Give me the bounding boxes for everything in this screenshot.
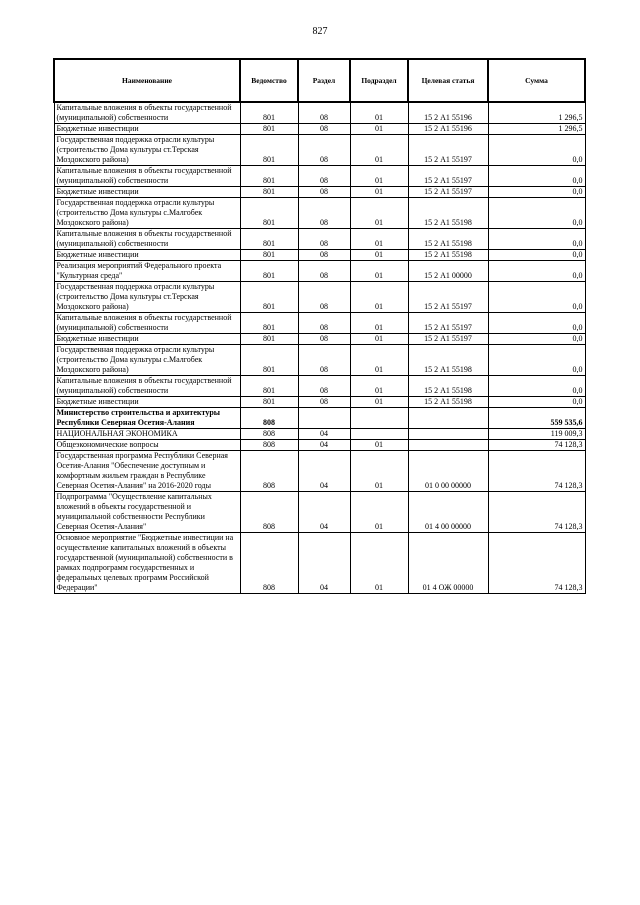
row-vedomstvo: 801: [240, 198, 298, 229]
row-vedomstvo: 808: [240, 408, 298, 429]
row-vedomstvo: 808: [240, 451, 298, 492]
row-podrazdel: [350, 408, 408, 429]
row-podrazdel: 01: [350, 440, 408, 451]
table-row: [54, 429, 585, 440]
row-name: Государственная поддержка отрасли культуры (строительство Дома культуры с.Малгобек Моздокского района): [54, 345, 240, 376]
row-name: Бюджетные инвестиции: [54, 250, 240, 261]
row-vedomstvo: 801: [240, 397, 298, 408]
row-razdel: 08: [298, 345, 350, 376]
row-celevaya: 15 2 А1 55197: [408, 135, 488, 166]
row-celevaya: 15 2 А1 55197: [408, 334, 488, 345]
table-row: [54, 397, 585, 408]
row-name: Подпрограмма "Осуществление капитальных вложений в объекты государственной и муниципальной собственности Республики Северная Осетия-Алания": [54, 492, 240, 533]
row-razdel: 04: [298, 429, 350, 440]
row-celevaya: 15 2 А1 55198: [408, 397, 488, 408]
row-name: Министерство строительства и архитектуры Республики Северная Осетия-Алания: [54, 408, 240, 429]
row-celevaya: [408, 408, 488, 429]
row-name: Капитальные вложения в объекты государственной (муниципальной) собственности: [54, 229, 240, 250]
table-row: [54, 166, 585, 187]
table-row: [54, 376, 585, 397]
row-podrazdel: 01: [350, 313, 408, 334]
row-razdel: 08: [298, 334, 350, 345]
row-vedomstvo: 801: [240, 102, 298, 124]
row-razdel: 08: [298, 102, 350, 124]
row-razdel: 08: [298, 282, 350, 313]
table-row: [54, 250, 585, 261]
row-podrazdel: 01: [350, 334, 408, 345]
row-name: Капитальные вложения в объекты государственной (муниципальной) собственности: [54, 166, 240, 187]
row-summa: 119 009,3: [488, 429, 585, 440]
row-podrazdel: 01: [350, 345, 408, 376]
header-razdel: Раздел: [298, 59, 350, 102]
table-row: [54, 440, 585, 451]
row-name: Капитальные вложения в объекты государственной (муниципальной) собственности: [54, 376, 240, 397]
row-vedomstvo: 801: [240, 250, 298, 261]
row-name: Государственная поддержка отрасли культуры (строительство Дома культуры с.Малгобек Моздокского района): [54, 198, 240, 229]
table-row: [54, 451, 585, 492]
row-summa: 559 535,6: [488, 408, 585, 429]
row-vedomstvo: 801: [240, 135, 298, 166]
table-header: [54, 59, 585, 102]
row-razdel: 08: [298, 198, 350, 229]
row-razdel: 08: [298, 313, 350, 334]
table-row: [54, 229, 585, 250]
row-summa: 0,0: [488, 345, 585, 376]
header-celevaya: Целевая статья: [408, 59, 488, 102]
row-vedomstvo: 801: [240, 124, 298, 135]
table-row: [54, 102, 585, 124]
row-celevaya: 15 2 А1 55197: [408, 282, 488, 313]
table-row: [54, 124, 585, 135]
row-vedomstvo: 801: [240, 166, 298, 187]
row-celevaya: [408, 429, 488, 440]
budget-table: [53, 58, 586, 594]
row-name: Бюджетные инвестиции: [54, 397, 240, 408]
table-row: [54, 533, 585, 594]
table-row: [54, 187, 585, 198]
row-summa: 0,0: [488, 376, 585, 397]
row-vedomstvo: 801: [240, 282, 298, 313]
row-name: Реализация мероприятий Федерального проекта "Культурная среда": [54, 261, 240, 282]
row-vedomstvo: 801: [240, 187, 298, 198]
row-celevaya: 15 2 А1 55196: [408, 124, 488, 135]
row-celevaya: 15 2 А1 55197: [408, 313, 488, 334]
row-podrazdel: [350, 429, 408, 440]
table-row: [54, 492, 585, 533]
row-summa: 0,0: [488, 187, 585, 198]
row-celevaya: 15 2 А1 55197: [408, 187, 488, 198]
row-razdel: [298, 408, 350, 429]
row-summa: 1 296,5: [488, 124, 585, 135]
header-summa: Сумма: [488, 59, 585, 102]
row-celevaya: 01 0 00 00000: [408, 451, 488, 492]
row-summa: 74 128,3: [488, 451, 585, 492]
row-vedomstvo: 801: [240, 229, 298, 250]
row-name: Государственная программа Республики Северная Осетия-Алания "Обеспечение доступным и комфортным жильем граждан в Республике Северная Осетия-Алания" на 2016-2020 годы: [54, 451, 240, 492]
page-number: 827: [312, 26, 328, 37]
table-row: [54, 334, 585, 345]
row-celevaya: 15 2 А1 55198: [408, 376, 488, 397]
row-podrazdel: 01: [350, 229, 408, 250]
row-razdel: 08: [298, 376, 350, 397]
table-row: [54, 408, 585, 429]
row-name: Бюджетные инвестиции: [54, 187, 240, 198]
row-razdel: 08: [298, 187, 350, 198]
row-celevaya: 15 2 А1 55198: [408, 229, 488, 250]
header-row: [54, 59, 585, 102]
row-vedomstvo: 801: [240, 345, 298, 376]
row-celevaya: 15 2 А1 00000: [408, 261, 488, 282]
row-celevaya: [408, 440, 488, 451]
table-row: [54, 198, 585, 229]
table-body: [54, 102, 585, 594]
row-summa: 0,0: [488, 334, 585, 345]
row-summa: 1 296,5: [488, 102, 585, 124]
row-vedomstvo: 808: [240, 492, 298, 533]
row-razdel: 08: [298, 250, 350, 261]
row-summa: 74 128,3: [488, 440, 585, 451]
row-celevaya: 01 4 00 00000: [408, 492, 488, 533]
row-celevaya: 15 2 А1 55198: [408, 345, 488, 376]
row-podrazdel: 01: [350, 198, 408, 229]
row-summa: 0,0: [488, 282, 585, 313]
row-summa: 0,0: [488, 135, 585, 166]
row-vedomstvo: 801: [240, 376, 298, 397]
row-razdel: 08: [298, 124, 350, 135]
table-row: [54, 135, 585, 166]
row-podrazdel: 01: [350, 250, 408, 261]
row-name: Общеэкономические вопросы: [54, 440, 240, 451]
row-vedomstvo: 801: [240, 313, 298, 334]
table-row: [54, 313, 585, 334]
row-vedomstvo: 808: [240, 429, 298, 440]
row-vedomstvo: 801: [240, 334, 298, 345]
row-podrazdel: 01: [350, 397, 408, 408]
row-name: Государственная поддержка отрасли культуры (строительство Дома культуры ст.Терская Моздокского района): [54, 135, 240, 166]
row-celevaya: 15 2 А1 55198: [408, 250, 488, 261]
row-podrazdel: 01: [350, 376, 408, 397]
table-row: [54, 345, 585, 376]
row-name: Капитальные вложения в объекты государственной (муниципальной) собственности: [54, 102, 240, 124]
row-name: Капитальные вложения в объекты государственной (муниципальной) собственности: [54, 313, 240, 334]
row-podrazdel: 01: [350, 102, 408, 124]
row-razdel: 08: [298, 135, 350, 166]
row-podrazdel: 01: [350, 533, 408, 594]
row-summa: 74 128,3: [488, 533, 585, 594]
row-razdel: 04: [298, 451, 350, 492]
row-summa: 74 128,3: [488, 492, 585, 533]
row-celevaya: 15 2 А1 55197: [408, 166, 488, 187]
row-podrazdel: 01: [350, 492, 408, 533]
row-name: Основное мероприятие "Бюджетные инвестиции на осуществление капитальных вложений в объекты государственной (муниципальной) собственности в рамках подпрограмм государственных и федеральных целевых программ Российской Федерации": [54, 533, 240, 594]
row-summa: 0,0: [488, 261, 585, 282]
header-podrazdel: Подраздел: [350, 59, 408, 102]
row-podrazdel: 01: [350, 451, 408, 492]
row-name: Государственная поддержка отрасли культуры (строительство Дома культуры ст.Терская Моздокского района): [54, 282, 240, 313]
table-row: [54, 282, 585, 313]
row-podrazdel: 01: [350, 282, 408, 313]
header-name: Наименование: [54, 59, 240, 102]
row-podrazdel: 01: [350, 261, 408, 282]
row-podrazdel: 01: [350, 135, 408, 166]
row-summa: 0,0: [488, 198, 585, 229]
row-podrazdel: 01: [350, 166, 408, 187]
row-summa: 0,0: [488, 397, 585, 408]
row-celevaya: 15 2 А1 55198: [408, 198, 488, 229]
row-razdel: 08: [298, 261, 350, 282]
row-celevaya: 15 2 А1 55196: [408, 102, 488, 124]
row-razdel: 08: [298, 229, 350, 250]
row-name: Бюджетные инвестиции: [54, 124, 240, 135]
header-vedomstvo: Ведомство: [240, 59, 298, 102]
row-podrazdel: 01: [350, 124, 408, 135]
row-vedomstvo: 801: [240, 261, 298, 282]
row-razdel: 04: [298, 533, 350, 594]
row-summa: 0,0: [488, 166, 585, 187]
row-summa: 0,0: [488, 313, 585, 334]
row-name: Бюджетные инвестиции: [54, 334, 240, 345]
row-vedomstvo: 808: [240, 440, 298, 451]
row-name: НАЦИОНАЛЬНАЯ ЭКОНОМИКА: [54, 429, 240, 440]
row-vedomstvo: 808: [240, 533, 298, 594]
row-podrazdel: 01: [350, 187, 408, 198]
row-summa: 0,0: [488, 250, 585, 261]
row-razdel: 04: [298, 440, 350, 451]
row-summa: 0,0: [488, 229, 585, 250]
row-razdel: 04: [298, 492, 350, 533]
table-row: [54, 261, 585, 282]
row-razdel: 08: [298, 397, 350, 408]
row-razdel: 08: [298, 166, 350, 187]
row-celevaya: 01 4 ОЖ 00000: [408, 533, 488, 594]
